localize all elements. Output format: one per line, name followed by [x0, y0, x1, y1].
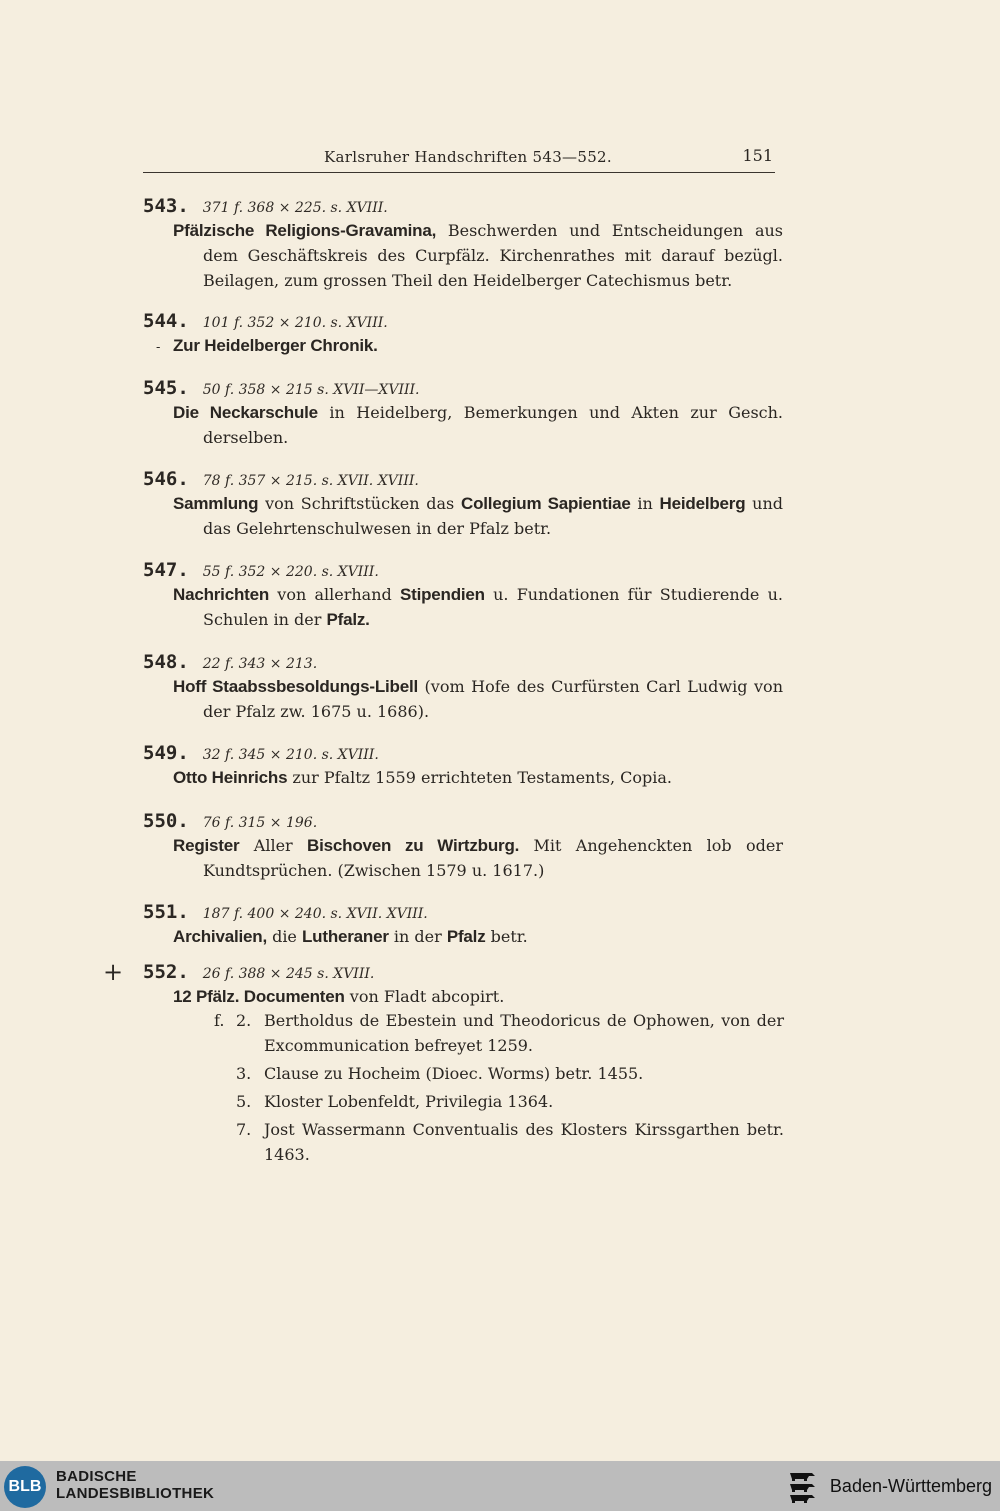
entry-body: [173, 765, 783, 790]
entry-text: von Fladt abcopirt.: [344, 987, 505, 1006]
entry-552: [143, 960, 783, 1009]
entry-heading: Pfalz: [446, 927, 486, 946]
entry-heading: Archivalien,: [173, 927, 267, 946]
sub-item-number: 2.: [236, 1011, 252, 1030]
entry-550: [143, 809, 783, 883]
entry-number: 550.: [143, 810, 189, 832]
entry-text: von Schriftstücken das: [258, 494, 462, 513]
entry-number: 546.: [143, 468, 189, 490]
library-name[interactable]: [56, 1468, 214, 1502]
entry-meta: 32 f. 345 × 210. s. XVIII.: [202, 747, 379, 763]
sub-item-text: Kloster Lobenfeldt, Privilegia 1364.: [264, 1092, 554, 1111]
entry-number: 549.: [143, 742, 189, 764]
entry-text: und das Gelehrtenschulwesen in der Pfalz betr.: [203, 494, 784, 538]
entry-text: Aller: [239, 836, 308, 855]
entry-heading: Die Neckarschule: [173, 403, 318, 422]
sub-item-lead: f.: [214, 1011, 225, 1030]
entry-text: in Heidelberg, Bemerkungen und Akten zur Gesch. derselben.: [203, 403, 784, 447]
entry-body: [173, 833, 783, 883]
entry-text: u. Fundationen für Studierende u. Schulen in der: [203, 585, 784, 629]
entry-number: 545.: [143, 377, 189, 399]
entry-heading: Hoff Staabssbesoldungs-Libell: [173, 677, 419, 696]
entry-number: 551.: [143, 901, 189, 923]
library-name-line2: LANDESBIBLIOTHEK: [56, 1485, 215, 1502]
entry-heading: Zur Heidelberger Chronik.: [173, 336, 378, 355]
entry-text: in der: [388, 927, 447, 946]
sub-item-number: 7.: [236, 1120, 252, 1139]
entry-number: 547.: [143, 559, 189, 581]
entry-551: [143, 900, 783, 949]
entry-meta: 22 f. 343 × 213.: [202, 656, 318, 672]
sub-item-text: Clause zu Hocheim (Dioec. Worms) betr. 1455.: [264, 1064, 644, 1083]
sub-item-number: 3.: [236, 1064, 252, 1083]
entry-meta: 101 f. 352 × 210. s. XVIII.: [202, 315, 388, 331]
entry-547: [143, 558, 783, 632]
entry-body: [173, 924, 783, 949]
entry-text: Beschwerden und Entscheidungen aus dem Geschäftskreis des Curpfälz. Kirchenrathes mit darauf bezügl. Beilagen, zum grossen Theil den Heidelberger Catechismus betr.: [203, 221, 784, 290]
entry-meta: 371 f. 368 × 225. s. XVIII.: [202, 200, 388, 216]
entry-meta: 78 f. 357 × 215. s. XVII. XVIII.: [202, 473, 419, 489]
entry-543: [143, 194, 783, 293]
entry-number: 544.: [143, 310, 189, 332]
blb-logo-icon[interactable]: BLB: [4, 1466, 46, 1508]
entry-number: 543.: [143, 195, 189, 217]
entry-heading: Pfälzische Religions-Gravamina,: [173, 221, 437, 240]
entry-meta: 187 f. 400 × 240. s. XVII. XVIII.: [202, 906, 428, 922]
entry-heading: Lutheraner: [301, 927, 389, 946]
running-head: [143, 146, 775, 173]
entry-text: Mit Angehenckten lob oder Kundtsprüchen. (Zwischen 1579 u. 1617.): [203, 836, 783, 880]
entry-meta: 26 f. 388 × 245 s. XVIII.: [202, 966, 375, 982]
footer-bar: [0, 1461, 1000, 1511]
sub-item-text: Jost Wassermann Conventualis des Klosters Kirssgarthen betr. 1463.: [264, 1120, 784, 1164]
entry-meta: 76 f. 315 × 196.: [202, 815, 318, 831]
entry-body: [173, 674, 783, 724]
entry-number: 548.: [143, 651, 189, 673]
running-title: Karlsruher Handschriften 543—552.: [324, 148, 612, 166]
entry-text: von allerhand: [269, 585, 400, 604]
entry-545: [143, 376, 783, 450]
entry-body: [173, 333, 783, 358]
sub-item: [206, 1008, 784, 1058]
entry-heading: Nachrichten: [173, 585, 270, 604]
entry-heading: Bischoven zu Wirtzburg.: [307, 836, 520, 855]
entry-heading: 12 Pfälz. Documenten: [173, 987, 345, 1006]
entry-body: [173, 218, 783, 293]
entry-body: [173, 582, 783, 632]
entry-heading: Otto Heinrichs: [173, 768, 288, 787]
page-number: 151: [742, 146, 773, 165]
entry-body: [173, 491, 783, 541]
entry-549: [143, 741, 783, 790]
sub-item: [206, 1061, 784, 1086]
entry-text: (vom Hofe des Curfürsten Carl Ludwig von der Pfalz zw. 1675 u. 1686).: [203, 677, 783, 721]
margin-plus: +: [103, 958, 124, 986]
entry-text: in: [630, 494, 660, 513]
entry-heading: Pfalz.: [326, 610, 370, 629]
entry-heading: Stipendien: [399, 585, 485, 604]
entry-body: [173, 984, 783, 1009]
entry-heading: Register: [173, 836, 240, 855]
entry-text: betr.: [485, 927, 528, 946]
entry-544: [143, 309, 783, 358]
entry-text: zur Pfaltz 1559 errichteten Testaments, Copia.: [287, 768, 673, 787]
entry-meta: 55 f. 352 × 220. s. XVIII.: [202, 564, 379, 580]
entry-heading: Collegium Sapientiae: [461, 494, 631, 513]
sub-item-list: [206, 1008, 784, 1170]
state-name: Baden-Württemberg: [829, 1476, 992, 1496]
sub-item: [206, 1089, 784, 1114]
entry-548: [143, 650, 783, 724]
margin-dash: -: [156, 340, 161, 355]
entry-number: 552.: [143, 961, 189, 983]
entry-meta: 50 f. 358 × 215 s. XVII—XVIII.: [202, 382, 420, 398]
entry-heading: Heidelberg: [659, 494, 746, 513]
library-name-line1: BADISCHE: [56, 1468, 137, 1485]
lions-emblem-icon: [786, 1469, 820, 1505]
sub-item-number: 5.: [236, 1092, 252, 1111]
entry-body: [173, 400, 783, 450]
sub-item-text: Bertholdus de Ebestein und Theodoricus de Ophowen, von der Excommunication befreyet 1259.: [264, 1011, 784, 1055]
sub-item: [206, 1117, 784, 1167]
entry-heading: Sammlung: [173, 494, 259, 513]
entry-546: [143, 467, 783, 541]
entry-text: die: [266, 927, 302, 946]
